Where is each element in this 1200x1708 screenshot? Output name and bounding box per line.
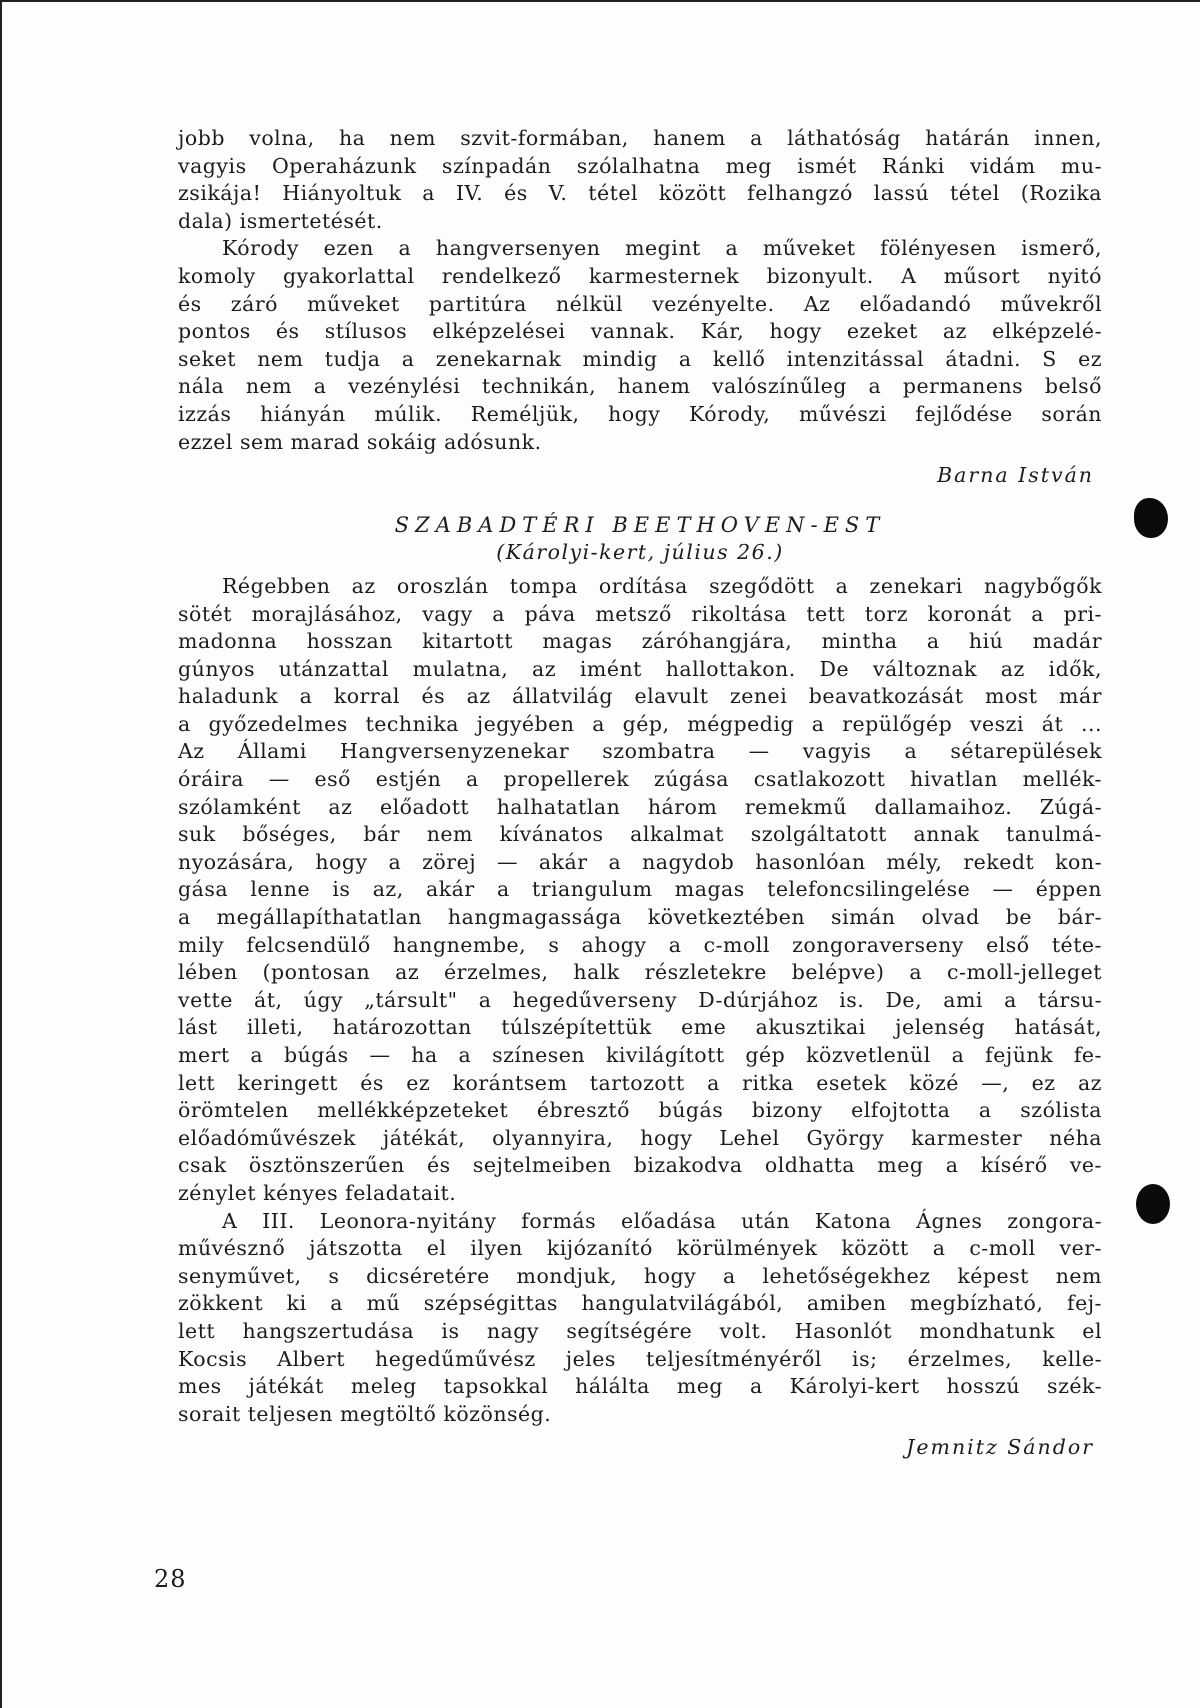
text-line: komoly gyakorlattal rendelkező karmesternek bizonyult. A műsort nyitó bbox=[178, 263, 1102, 288]
text-line: vette át, úgy „társult" a hegedűverseny D-dúrjához is. De, ami a társu- bbox=[178, 987, 1102, 1012]
signature-barna-istvan: Barna István bbox=[937, 463, 1094, 488]
text-line: óráira — eső estjén a propellerek zúgása csatlakozott hivatlan mellék- bbox=[178, 767, 1102, 792]
paragraph-1 bbox=[178, 125, 1102, 235]
text-line: senyművet, s dicséretére mondjuk, hogy a lehetőségekhez képest nem bbox=[178, 1263, 1102, 1288]
text-line: dala) ismertetését. bbox=[178, 208, 383, 233]
paragraph-4 bbox=[178, 1208, 1102, 1429]
text-line: izzás hiányán múlik. Reméljük, hogy Kórody, művészi fejlődése során bbox=[178, 401, 1102, 426]
text-line: nála nem a vezénylési technikán, hanem valószínűleg a permanens belső bbox=[178, 374, 1102, 399]
text-line: a megállapíthatatlan hangmagassága következtében simán olvad be bár- bbox=[178, 905, 1102, 930]
section-heading: SZABADTÉRI BEETHOVEN-EST bbox=[394, 512, 886, 537]
text-line: sorait teljesen megtöltő közönség. bbox=[178, 1401, 552, 1426]
signature-jemnitz-sandor: Jemnitz Sándor bbox=[906, 1435, 1094, 1460]
text-line: pontos és stílusos elképzelései vannak. Kár, hogy ezeket az elképzelé- bbox=[178, 319, 1102, 344]
text-line: nyozására, hogy a zörej — akár a nagydob hasonlóan mély, rekedt kon- bbox=[178, 849, 1102, 874]
text-line: örömtelen mellékképzeteket ébresztő búgás bizony elfojtotta a szólista bbox=[178, 1098, 1102, 1123]
text-line: és záró műveket partitúra nélkül vezényelte. Az előadandó művekről bbox=[178, 291, 1102, 316]
paragraph-3 bbox=[178, 573, 1102, 1208]
text-line: előadóművészek játékát, olyannyira, hogy Lehel György karmester néha bbox=[178, 1125, 1102, 1150]
text-line: zsikája! Hiányoltuk a IV. és V. tétel között felhangzó lassú tétel (Rozika bbox=[178, 181, 1102, 206]
text-line: lást illeti, határozottan túlszépítettük eme akusztikai jelenség hatását, bbox=[178, 1015, 1102, 1040]
text-line: Az Állami Hangversenyzenekar szombatra — vagyis a sétarepülések bbox=[178, 739, 1102, 764]
text-line: sötét morajlásához, vagy a páva metsző rikoltása tett torz koronát a pri- bbox=[178, 601, 1102, 626]
text-line: madonna hosszan kitartott magas záróhangjára, mintha a hiú madár bbox=[178, 629, 1102, 654]
text-line: haladunk a korral és az állatvilág elavult zenei beavatkozását most már bbox=[178, 684, 1102, 709]
page-number: 28 bbox=[154, 1565, 187, 1593]
text-line: suk bőséges, bár nem kívánatos alkalmat szolgáltatott annak tanulmá- bbox=[178, 822, 1102, 847]
punch-hole-top bbox=[1134, 498, 1168, 538]
text-line: csak ösztönszerűen és sejtelmeiben bizakodva oldhatta meg a kísérő ve- bbox=[178, 1153, 1102, 1178]
article-text bbox=[178, 125, 1102, 1484]
text-line: lett keringett és ez korántsem tartozott a ritka esetek közé —, ez az bbox=[178, 1070, 1102, 1095]
text-line: gása lenne is az, akár a triangulum magas telefoncsilingelése — éppen bbox=[178, 877, 1102, 902]
text-line: művésznő játszotta el ilyen kijózanító körülmények között a c-moll ver- bbox=[178, 1236, 1102, 1261]
section-subheading: (Károlyi-kert, július 26.) bbox=[496, 540, 784, 565]
text-line: Régebben az oroszlán tompa ordítása szegődött a zenekari nagybőgők bbox=[222, 573, 1102, 598]
text-line: a győzedelmes technika jegyében a gép, mégpedig a repülőgép veszi át ... bbox=[178, 711, 1102, 736]
text-line: mes játékát meleg tapsokkal hálálta meg a Károlyi-kert hosszú szék- bbox=[178, 1374, 1102, 1399]
text-line: zökkent ki a mű szépségittas hangulatvilágából, amiben megbízható, fej- bbox=[178, 1291, 1102, 1316]
text-line: vagyis Operaházunk színpadán szólalhatna meg ismét Ránki vidám mu- bbox=[178, 153, 1102, 178]
text-line: lében (pontosan az érzelmes, halk részletekre belépve) a c-moll-jelleget bbox=[178, 960, 1102, 985]
paragraph-2 bbox=[178, 235, 1102, 456]
text-line: lett hangszertudása is nagy segítségére volt. Hasonlót mondhatunk el bbox=[178, 1318, 1102, 1343]
text-line: seket nem tudja a zenekarnak mindig a kellő intenzitással átadni. S ez bbox=[178, 346, 1102, 371]
punch-hole-bottom bbox=[1136, 1184, 1170, 1224]
text-line: jobb volna, ha nem szvit-formában, hanem a láthatóság határán innen, bbox=[178, 126, 1102, 150]
text-line: Kórody ezen a hangversenyen megint a műveket fölényesen ismerő, bbox=[222, 236, 1102, 261]
text-line: szólamként az előadott halhatatlan három remekmű dallamaihoz. Zúgá- bbox=[178, 794, 1102, 819]
text-line: mert a búgás — ha a színesen kivilágított gép közvetlenül a fejünk fe- bbox=[178, 1043, 1102, 1067]
text-line: A III. Leonora-nyitány formás előadása után Katona Ágnes zongora- bbox=[222, 1208, 1102, 1233]
text-line: gúnyos utánzattal mulatna, az imént hallottakon. De változnak az idők, bbox=[178, 656, 1102, 681]
text-line: zénylet kényes feladatait. bbox=[178, 1180, 457, 1205]
text-line: mily felcsendülő hangnembe, s ahogy a c-moll zongoraverseny első téte- bbox=[178, 932, 1102, 957]
text-line: Kocsis Albert hegedűművész jeles teljesítményéről is; érzelmes, kelle- bbox=[178, 1346, 1102, 1371]
text-line: ezzel sem marad sokáig adósunk. bbox=[178, 429, 542, 454]
